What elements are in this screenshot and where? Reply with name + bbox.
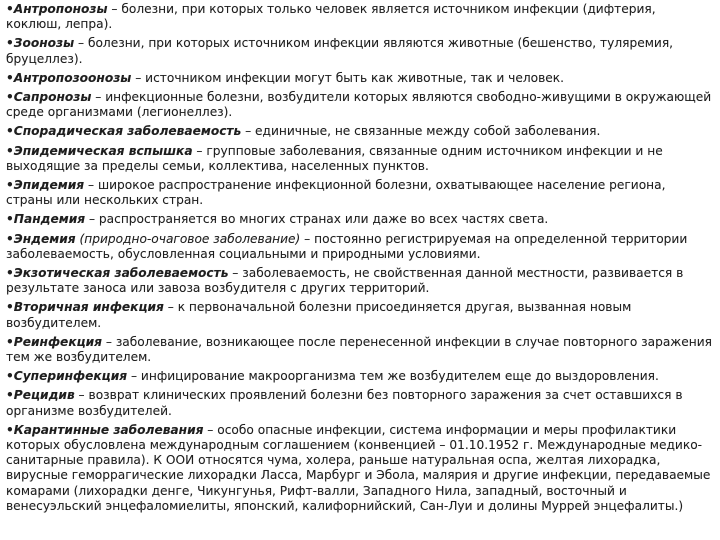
entry-secondary-infection [6, 300, 714, 330]
entry-endemic [6, 232, 714, 262]
term-exotic: Экзотическая заболеваемость [13, 266, 229, 281]
definition-relapse: – возврат клинических проявлений болезни без повторного заражения за счет оставшихся в организме возбудителей. [6, 388, 683, 418]
entry-sporadic [6, 124, 714, 139]
entry-relapse [6, 388, 714, 418]
bullet: • [6, 422, 14, 437]
bullet: • [6, 143, 14, 158]
definition-reinfection: – заболевание, возникающее после перенесенной инфекции в случае повторного заражения тем же возбудителем. [6, 334, 713, 365]
term-endemic: Эндемия [13, 231, 76, 246]
term-anthropozoonoses: Антропозоонозы [13, 70, 132, 85]
term-epidemic: Эпидемия [13, 178, 85, 193]
entry-sapronoses [6, 90, 714, 120]
entry-quarantine-diseases [6, 423, 714, 514]
term-outbreak: Эпидемическая вспышка [13, 143, 193, 158]
entry-pandemic [6, 212, 714, 227]
definition-epidemic: – широкое распространение инфекционной болезни, охватывающее население региона, страны или нескольких стран. [6, 178, 666, 208]
term-secondary-infection: Вторичная инфекция [13, 300, 164, 315]
bullet: • [6, 2, 14, 16]
bullet: • [6, 300, 14, 315]
term-relapse: Рецидив [13, 388, 75, 403]
definition-outbreak: – групповые заболевания, связанные одним источником инфекции и не выходящие за пределы семьи, коллектива, населенных пунктов. [6, 143, 663, 173]
definition-sporadic: – единичные, не связанные между собой заболевания. [241, 124, 601, 139]
bullet: • [6, 90, 14, 105]
term-sapronoses: Сапронозы [13, 90, 92, 105]
definition-pandemic: – распространяется во многих странах или даже во всех частях света. [85, 212, 549, 227]
definition-sapronoses: – инфекционные болезни, возбудители которых являются свободно-живущими в окружающей среде организмами (легионеллез). [6, 90, 712, 120]
bullet: • [6, 369, 14, 384]
entry-outbreak [6, 144, 714, 174]
bullet: • [6, 212, 14, 227]
definition-superinfection: – инфицирование макроорганизма тем же возбудителем еще до выздоровления. [127, 369, 659, 384]
term-pandemic: Пандемия [13, 212, 86, 227]
term-superinfection: Суперинфекция [13, 369, 128, 384]
term-anthroponoses: Антропонозы [13, 2, 108, 16]
bullet: • [6, 231, 14, 246]
entry-anthropozoonoses [6, 71, 714, 86]
bullet: • [6, 70, 14, 85]
definition-zoonoses: – болезни, при которых источником инфекции являются животные (бешенство, туляремия, бруцеллез). [6, 36, 674, 66]
entry-reinfection [6, 335, 714, 365]
definition-endemic: – постоянно регистрируемая на определенной территории заболеваемость, обусловленная социальными и природными условиями. [6, 231, 688, 261]
definitions-list [6, 2, 714, 518]
term-zoonoses: Зоонозы [13, 36, 75, 51]
bullet: • [6, 266, 14, 281]
term-quarantine-diseases: Карантинные заболевания [13, 422, 204, 437]
definition-anthroponoses: – болезни, при которых только человек является источником инфекции (дифтерия, коклюш, лепра). [6, 2, 656, 32]
entry-zoonoses [6, 36, 714, 66]
term-sporadic: Спорадическая заболеваемость [13, 124, 242, 139]
entry-exotic [6, 266, 714, 296]
bullet: • [6, 388, 14, 403]
definition-quarantine-diseases: – особо опасные инфекции, система информации и меры профилактики которых обусловлена международным соглашением (конвенцией – 01.10.1952 г. Международные медико-санитарные правила). К ООИ относятся чума, холера, раньше натуральная оспа, желтая лихорадка, вирусные геморрагические лихорадки Ласса, Марбург и Эбола, малярия и другие инфекции, передаваемые комарами (лихорадки денге, Чикунгунья, Рифт-валли, Западного Нила, западный, восточный и венесуэльский энцефаломиелиты, японский, калифорнийский, Сан-Луи и долины Муррей энцефалиты.) [6, 422, 711, 513]
bullet: • [6, 124, 14, 139]
bullet: • [6, 178, 14, 193]
bullet: • [6, 36, 14, 51]
definition-secondary-infection: – к первоначальной болезни присоединяется другая, вызванная новым возбудителем. [6, 300, 632, 330]
definition-exotic: – заболеваемость, не свойственная данной местности, развивается в результате заноса или завоза возбудителя с других территорий. [6, 266, 684, 296]
entry-epidemic [6, 178, 714, 208]
bullet: • [6, 334, 14, 349]
entry-superinfection [6, 369, 714, 384]
definition-anthropozoonoses: – источником инфекции могут быть как животные, так и человек. [131, 70, 565, 85]
entry-anthroponoses [6, 2, 714, 32]
note-endemic: (природно-очаговое заболевание) [75, 231, 301, 246]
term-reinfection: Реинфекция [13, 334, 102, 349]
